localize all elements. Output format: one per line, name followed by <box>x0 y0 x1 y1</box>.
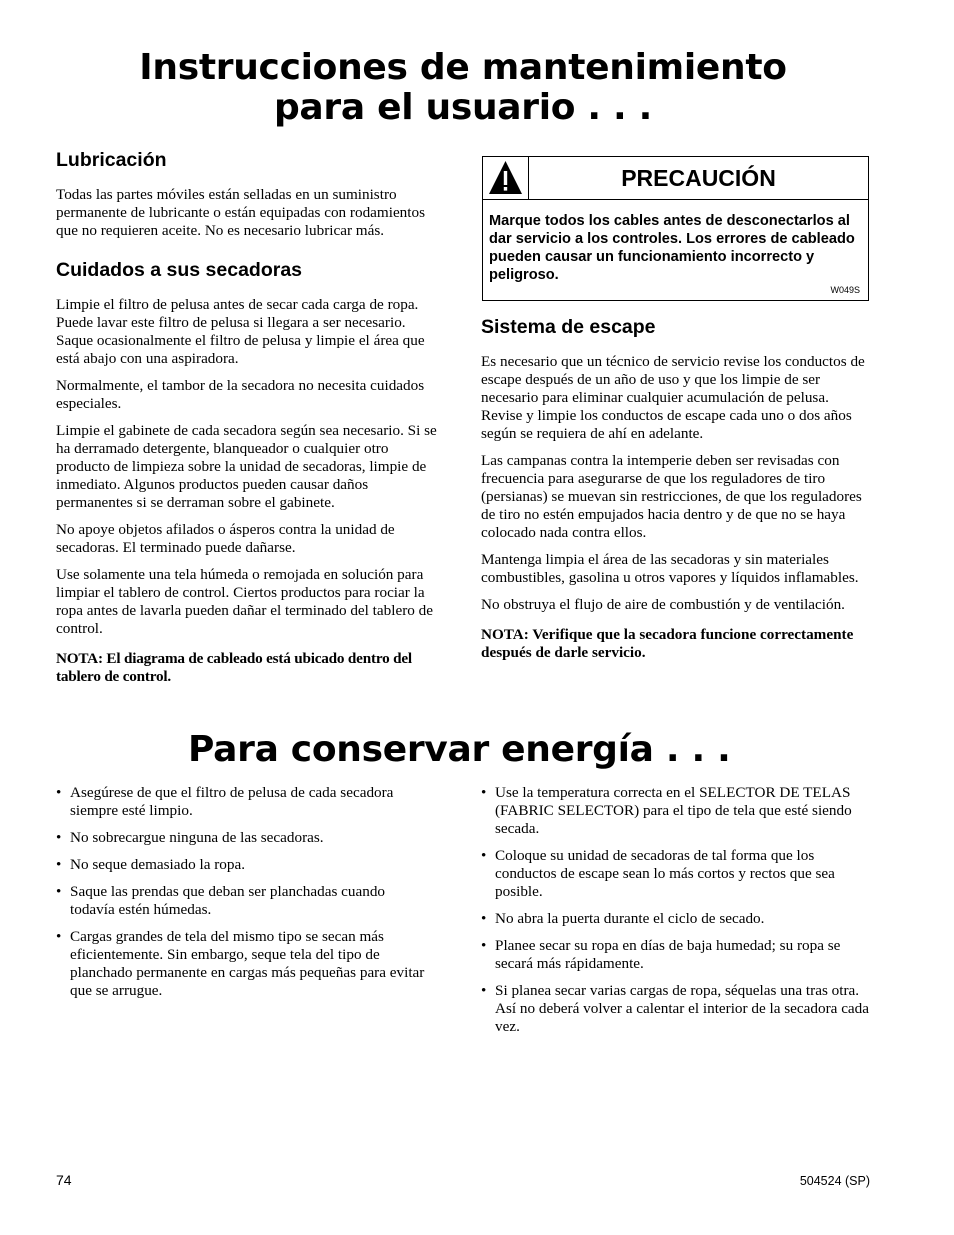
list-item-text: No seque demasiado la ropa. <box>70 856 246 873</box>
energy-title: Para conservar energía . . . <box>188 729 731 770</box>
list-item <box>56 829 426 847</box>
right-column <box>481 315 873 662</box>
nota-service: NOTA: Verifique que la secadora funcione correctamente después de darle servicio. <box>481 626 854 661</box>
bullet-icon: • <box>56 856 62 873</box>
list-item-text: No sobrecargue ninguna de las secadoras. <box>70 829 324 846</box>
caution-text: Marque todos los cables antes de desconectarlos al dar servicio a los controles. Los errores de cableado pueden causar un funcionamiento incorrecto y peligroso. <box>489 213 855 283</box>
list-item <box>481 982 873 1036</box>
list-item <box>481 937 873 973</box>
page-number: 74 <box>56 1172 72 1188</box>
cuidados-paragraph: Limpie el filtro de pelusa antes de secar cada carga de ropa. Puede lavar este filtro de pelusa si llegara a ser necesario. Saque ocasionalmente el filtro de pelusa y limpie el área que está abajo con una aspiradora. <box>56 296 425 367</box>
cuidados-paragraph: Limpie el gabinete de cada secadora según sea necesario. Si se ha derramado detergente, blanqueador o cualquier otro producto de limpieza sobre la unidad de secadoras, limpie de inmediato. Algunos productos pueden causar daños permanentes si se derraman sobre el gabinete. <box>56 422 437 511</box>
list-item-text: Coloque su unidad de secadoras de tal forma que los conductos de escape sean lo más cortos y rectos que sea posible. <box>495 847 835 900</box>
list-item <box>56 883 426 919</box>
bullet-icon: • <box>56 784 62 801</box>
caution-code: W049S <box>830 285 860 295</box>
bullet-icon: • <box>481 847 487 864</box>
lubricacion-text: Todas las partes móviles están selladas en un suministro permanente de lubricante o están equipadas con rodamientos que no requieren aceite. No es necesario lubricar más. <box>56 186 426 239</box>
page-title-line1: Instrucciones de mantenimiento <box>139 47 787 88</box>
bullet-icon: • <box>481 982 487 999</box>
page-title <box>0 48 926 128</box>
warning-triangle-icon <box>483 157 529 199</box>
list-item <box>481 910 873 928</box>
bullet-icon: • <box>56 928 62 945</box>
list-item <box>56 784 426 820</box>
bullet-icon: • <box>56 883 62 900</box>
list-item <box>481 784 873 838</box>
bullet-icon: • <box>56 829 62 846</box>
list-item <box>56 856 426 874</box>
cuidados-heading: Cuidados a sus secadoras <box>56 259 303 281</box>
cuidados-paragraph: Use solamente una tela húmeda o remojada en solución para limpiar el tablero de control. Ciertos productos para rociar la ropa antes de lavarla pueden dañar el terminado del tablero de control. <box>56 566 433 637</box>
lubricacion-heading: Lubricación <box>56 149 167 171</box>
list-item-text: Si planea secar varias cargas de ropa, séquelas una tras otra. Así no deberá volver a calentar el interior de la secadora cada vez. <box>495 982 870 1035</box>
list-item-text: Asegúrese de que el filtro de pelusa de cada secadora siempre esté limpio. <box>70 784 394 819</box>
escape-paragraph: No obstruya el flujo de aire de combustión y de ventilación. <box>481 596 845 613</box>
list-item-text: Use la temperatura correcta en el SELECTOR DE TELAS (FABRIC SELECTOR) para el tipo de tela que esté siendo secada. <box>495 784 852 837</box>
list-item-text: Planee secar su ropa en días de baja humedad; su ropa se secará más rápidamente. <box>495 937 841 972</box>
bullet-icon: • <box>481 784 487 801</box>
list-item-text: Cargas grandes de tela del mismo tipo se secan más eficientemente. Sin embargo, seque tela del tipo de planchado permanente en cargas más pequeñas para evitar que se arrugue. <box>70 928 425 999</box>
caution-header <box>483 157 868 200</box>
energy-list-right <box>481 784 873 1036</box>
escape-heading: Sistema de escape <box>481 316 656 338</box>
list-item <box>56 928 426 1000</box>
list-item <box>481 847 873 901</box>
list-item-text: Saque las prendas que deban ser planchadas cuando todavía estén húmedas. <box>70 883 386 918</box>
caution-box <box>482 156 869 301</box>
energy-list-left <box>56 784 426 1000</box>
bullet-icon: • <box>481 910 487 927</box>
bullet-icon: • <box>481 937 487 954</box>
cuidados-paragraph: Normalmente, el tambor de la secadora no necesita cuidados especiales. <box>56 377 425 412</box>
nota-wiring: NOTA: El diagrama de cableado está ubicado dentro del tablero de control. <box>56 650 412 685</box>
caution-title: PRECAUCIÓN <box>621 165 776 191</box>
escape-paragraph: Mantenga limpia el área de las secadoras y sin materiales combustibles, gasolina u otros vapores y líquidos inflamables. <box>481 551 859 586</box>
list-item-text: No abra la puerta durante el ciclo de secado. <box>495 910 765 927</box>
escape-paragraph: Las campanas contra la intemperie deben ser revisadas con frecuencia para asegurarse de que los reguladores de tiro (persianas) se muevan sin restricciones, de que los reguladores de tiro no estén empujados hacia dentro y de que no se haya colocado nada contra ellos. <box>481 452 862 541</box>
cuidados-paragraph: No apoye objetos afilados o ásperos contra la unidad de secadoras. El terminado puede dañarse. <box>56 521 395 556</box>
escape-paragraph: Es necesario que un técnico de servicio revise los conductos de escape después de un año de uso y que los limpie de ser necesario para eliminar cualquier acumulación de pelusa. Revise y limpie los conductos de escape cada uno o dos años según se requiera de ahí en adelante. <box>481 353 865 442</box>
document-code: 504524 (SP) <box>799 1174 870 1188</box>
left-column <box>56 148 444 686</box>
page-title-line2: para el usuario . . . <box>273 87 653 128</box>
